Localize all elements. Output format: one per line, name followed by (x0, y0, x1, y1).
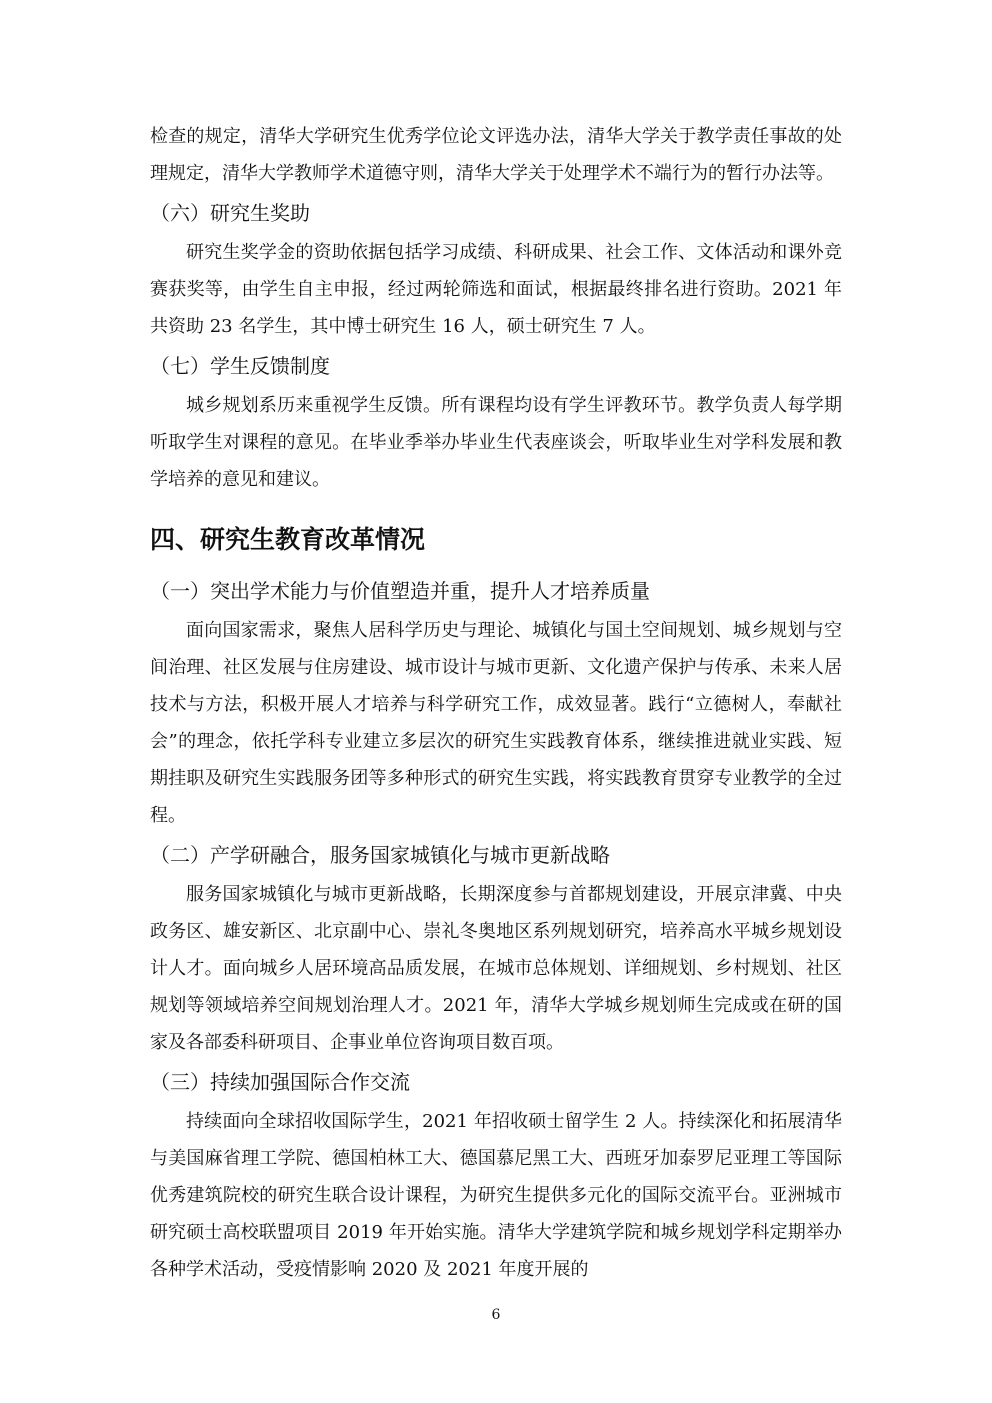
subheading-student-feedback: （七）学生反馈制度 (150, 354, 330, 378)
subheading-graduate-scholarship: （六）研究生奖助 (150, 201, 310, 225)
paragraph-continued: 检查的规定，清华大学研究生优秀学位论文评选办法，清华大学关于教学责任事故的处理规定，清华大学教师学术道德守则，清华大学关于处理学术不端行为的暂行办法等。 (150, 126, 842, 184)
paragraph-feedback: 城乡规划系历来重视学生反馈。所有课程均设有学生评教环节。教学负责人每学期听取学生对课程的意见。在毕业季举办毕业生代表座谈会，听取毕业生对学科发展和教学培养的意见和建议。 (150, 395, 842, 490)
section-heading-reform: 四、研究生教育改革情况 (150, 525, 426, 554)
paragraph-scholarship: 研究生奖学金的资助依据包括学习成绩、科研成果、社会工作、文体活动和课外竞赛获奖等，由学生自主申报，经过两轮筛选和面试，根据最终排名进行资助。2021 年共资助 23 名学生，其中博士研究生 16 人，硕士研究生 7 人。 (150, 242, 842, 337)
subheading-international-cooperation: （三）持续加强国际合作交流 (150, 1070, 410, 1094)
page-content (150, 118, 842, 1288)
paragraph-academic-ability: 面向国家需求，聚焦人居科学历史与理论、城镇化与国土空间规划、城乡规划与空间治理、社区发展与住房建设、城市设计与城市更新、文化遗产保护与传承、未来人居技术与方法，积极开展人才培养与科学研究工作，成效显著。践行“立德树人，奉献社会”的理念，依托学科专业建立多层次的研究生实践教育体系，继续推进就业实践、短期挂职及研究生实践服务团等多种形式的研究生实践，将实践教育贯穿专业教学的全过程。 (150, 620, 842, 826)
paragraph-international-cooperation: 持续面向全球招收国际学生，2021 年招收硕士留学生 2 人。持续深化和拓展清华与美国麻省理工学院、德国柏林工大、德国慕尼黑工大、西班牙加泰罗尼亚理工等国际优秀建筑院校的研究生联合设计课程，为研究生提供多元化的国际交流平台。亚洲城市研究硕士高校联盟项目 2019 年开始实施。清华大学建筑学院和城乡规划学科定期举办各种学术活动，受疫情影响 2020 及 2021 年度开展的 (150, 1111, 842, 1280)
subheading-academic-ability: （一）突出学术能力与价值塑造并重，提升人才培养质量 (150, 579, 650, 603)
page-number: 6 (491, 1307, 501, 1323)
subheading-industry-research: （二）产学研融合，服务国家城镇化与城市更新战略 (150, 843, 610, 867)
paragraph-industry-research: 服务国家城镇化与城市更新战略，长期深度参与首都规划建设，开展京津冀、中央政务区、雄安新区、北京副中心、崇礼冬奥地区系列规划研究，培养高水平城乡规划设计人才。面向城乡人居环境高品质发展，在城市总体规划、详细规划、乡村规划、社区规划等领域培养空间规划治理人才。2021 年，清华大学城乡规划师生完成或在研的国家及各部委科研项目、企事业单位咨询项目数百项。 (150, 884, 842, 1053)
